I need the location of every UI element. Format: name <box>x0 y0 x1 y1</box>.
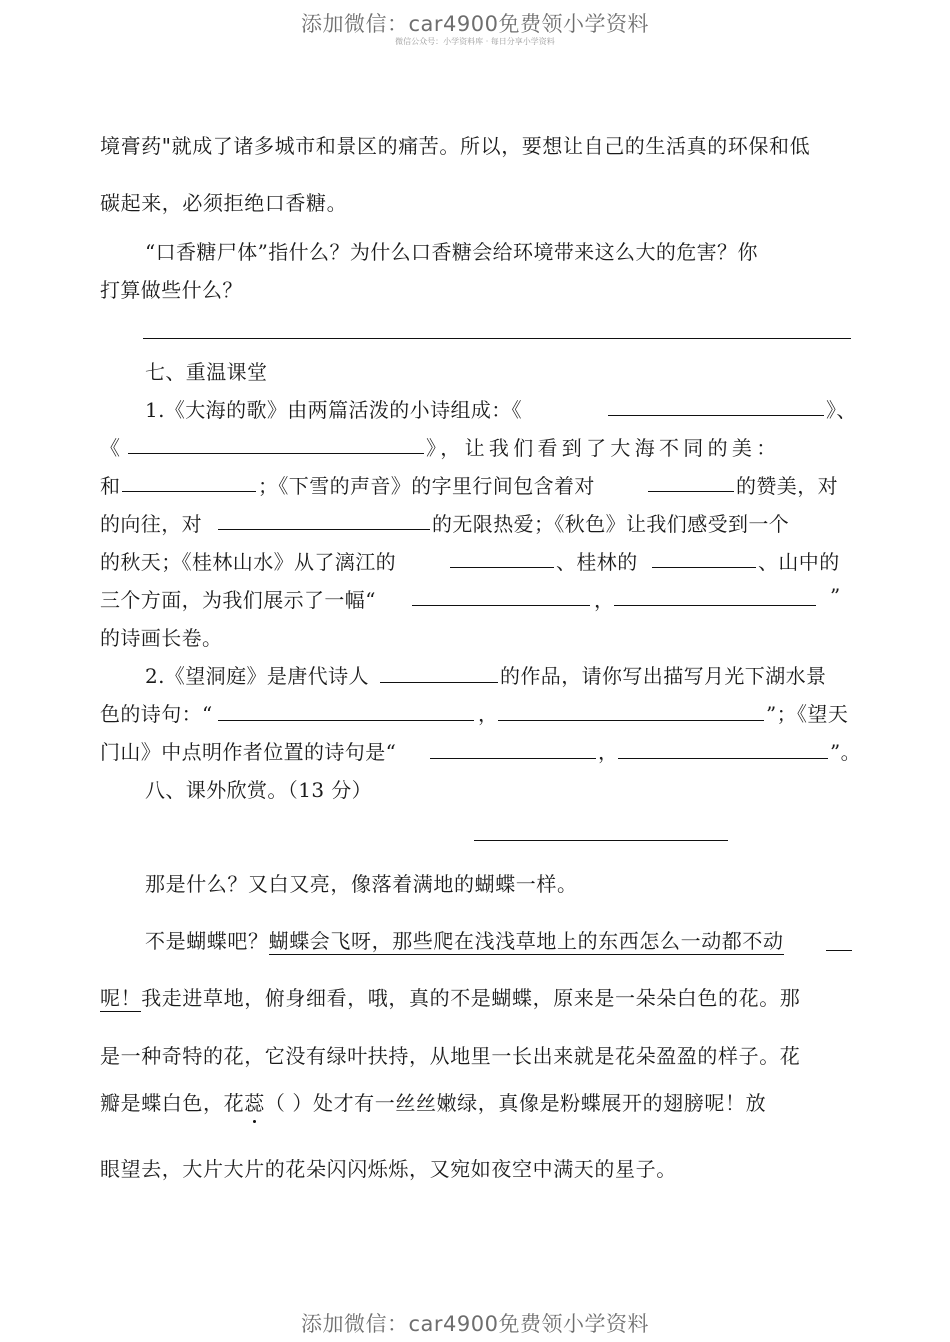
q2-line1-b: 的作品，请你写出描写月光下湖水景 <box>500 664 827 688</box>
q1-line6-b: ， <box>594 588 615 612</box>
q1-blank-love[interactable] <box>218 529 430 530</box>
reading-p5 <box>100 1087 766 1116</box>
reading-p1: 那是什么？又白又亮，像落着满地的蝴蝶一样。 <box>145 872 578 896</box>
q1-line3-b: ；《下雪的声音》的字里行间包含着对 <box>258 474 595 498</box>
q2-line2-b: ， <box>478 702 499 726</box>
q1-line6-a: 三个方面，为我们展示了一幅“ <box>100 588 376 612</box>
watermark-top-sub: 微信公众号：小学资料库 · 每日分享小学资料 <box>395 37 555 46</box>
q1-blank-poem2[interactable] <box>128 453 424 454</box>
q1-line4-b: 的无限热爱；《秋色》让我们感受到一个 <box>432 512 790 536</box>
q2-line2-a: 色的诗句：“ <box>100 702 213 726</box>
section8-title-blank[interactable] <box>474 840 728 841</box>
q1-blank-poem1[interactable] <box>608 415 824 416</box>
reading-p5-text-b: （ ）处才有一丝丝嫩绿，真像是粉蝶展开的翅膀呢！放 <box>264 1091 767 1115</box>
reading-underline-1: 蝴蝶会飞呀，那些爬在浅浅草地上的东西怎么一动都不动 <box>268 929 784 953</box>
q1-line7: 的诗画长卷。 <box>100 626 223 650</box>
q1-line3-c: 的赞美，对 <box>736 474 838 498</box>
section7-title: 七、重温课堂 <box>145 360 268 384</box>
question6-line2: 打算做些什么？ <box>100 278 243 302</box>
question6-line1: “口香糖尸体”指什么？为什么口香糖会给环境带来这么大的危害？你 <box>145 240 758 264</box>
q1-line5-c: 、山中的 <box>758 550 840 574</box>
reading-underline-2: 呢！ <box>100 986 142 1010</box>
passage1-line1: 境膏药"就成了诸多城市和景区的痛苦。所以，要想让自己的生活真的环保和低 <box>100 134 811 158</box>
passage1-line2: 碳起来，必须拒绝口香糖。 <box>100 191 348 215</box>
q2-line3-b: ， <box>598 740 619 764</box>
q1-line4-a: 的向往，对 <box>100 512 202 536</box>
q1-line1-b: 》、 <box>826 398 857 422</box>
q2-line3-a: 门山》中点明作者位置的诗句是“ <box>100 740 397 764</box>
q1-line3-a: 和 <box>100 474 121 498</box>
q2-blank-verse2[interactable] <box>618 758 828 759</box>
q1-line6-c: ” <box>830 584 841 608</box>
q2-line2-c: ”；《望天 <box>766 702 849 726</box>
q2-line3-c: ”。 <box>830 740 862 764</box>
reading-p2-text: 不是蝴蝶吧？ <box>145 929 269 953</box>
q1-line5-a: 的秋天；《桂林山水》从了漓江的 <box>100 550 396 574</box>
q1-line2-b: 》，让我们看到了大海不同的美： <box>426 436 781 460</box>
watermark-bottom: 添加微信：car4900免费领小学资料 <box>301 1312 649 1336</box>
q1-line5-b: 、桂林的 <box>556 550 638 574</box>
q1-blank-guilin[interactable] <box>652 567 756 568</box>
reading-p6: 眼望去，大片大片的花朵闪闪烁烁，又宛如夜空中满天的星子。 <box>100 1157 677 1181</box>
q1-line2-a: 《 <box>100 436 121 460</box>
q1-blank-phrase2[interactable] <box>614 605 816 606</box>
q2-blank-line2[interactable] <box>498 720 764 721</box>
reading-p5-text-a: 瓣是蝶白色，花 <box>100 1091 245 1115</box>
reading-underline-ext <box>826 950 852 951</box>
q2-blank-verse1[interactable] <box>430 758 596 759</box>
q1-blank-phrase1[interactable] <box>412 605 590 606</box>
reading-p3-text: 我走进草地，俯身细看，哦，真的不是蝴蝶，原来是一朵朵白色的花。那 <box>141 986 801 1010</box>
q2-line1-a: 2.《望洞庭》是唐代诗人 <box>145 664 369 688</box>
q2-blank-line1[interactable] <box>218 720 474 721</box>
q1-line1-a: 1.《大海的歌》由两篇活泼的小诗组成：《 <box>145 398 523 422</box>
q1-blank-lijiang[interactable] <box>450 567 554 568</box>
section8-title: 八、课外欣赏。（13 分） <box>145 778 373 802</box>
reading-p4: 是一种奇特的花，它没有绿叶扶持，从地里一长出来就是花朵盈盈的样子。花 <box>100 1044 801 1068</box>
q2-blank-poet[interactable] <box>380 682 498 683</box>
reading-p2 <box>145 925 784 954</box>
question6-answer-line[interactable] <box>143 338 851 339</box>
watermark-top: 添加微信：car4900免费领小学资料 <box>301 12 649 36</box>
dotted-char-rui: 蕊 <box>244 1087 265 1116</box>
reading-p3 <box>100 982 800 1011</box>
q1-blank-beauty[interactable] <box>122 491 256 492</box>
q1-blank-praise[interactable] <box>648 491 734 492</box>
